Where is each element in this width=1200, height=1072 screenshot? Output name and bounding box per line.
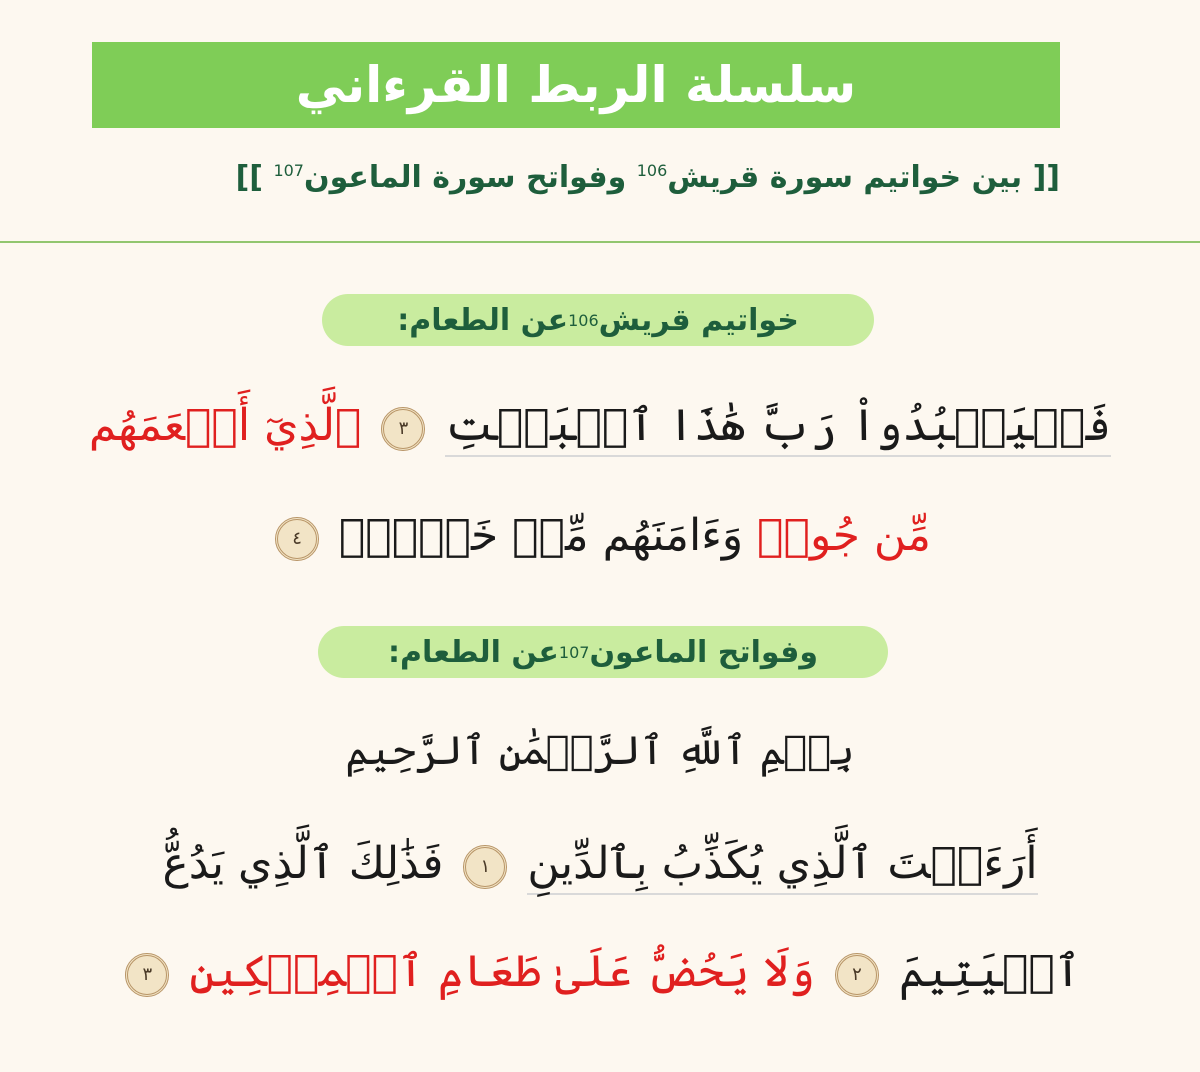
- subtitle-sup-1: 106: [636, 161, 668, 180]
- subtitle-close-bracket: ]]: [235, 160, 274, 195]
- basmala: بِسۡمِ ٱللَّهِ ٱلرَّحۡمَٰنِ ٱلرَّحِيمِ: [345, 728, 855, 774]
- section2-label-text-1: وفواتح الماعون: [589, 634, 818, 670]
- verse-text-highlight: وَلَا يَحُضُّ عَلَىٰ طَعَامِ ٱلۡمِسۡكِينِ: [189, 946, 815, 997]
- title-banner: [92, 42, 1060, 128]
- divider-line: [0, 241, 1200, 243]
- ayah-marker-icon: ٣: [381, 407, 425, 451]
- section-label-quraysh: [322, 294, 874, 346]
- verse-line-quraysh-2: [60, 510, 1140, 561]
- subtitle: [140, 160, 1060, 195]
- section-label-maun: [318, 626, 888, 678]
- verse-line-quraysh-1: [60, 400, 1140, 451]
- section1-label-sup: 106: [568, 310, 599, 330]
- verse-text: ٱلۡيَتِيمَ: [898, 946, 1081, 997]
- ayah-marker-icon: ١: [463, 845, 507, 889]
- page-title: سلسلة الربط القرءاني: [295, 56, 857, 114]
- verse-text-2: فَذَٰلِكَ ٱلَّذِي يَدُعُّ: [162, 838, 444, 889]
- verse-text: أَرَءَيۡتَ ٱلَّذِي يُكَذِّبُ بِٱلدِّينِ: [527, 838, 1037, 895]
- ayah-marker-icon: ٢: [835, 953, 879, 997]
- subtitle-text-2: وفواتح سورة الماعون: [303, 160, 637, 195]
- verse-line-maun-1: [60, 838, 1140, 889]
- verse-text: وَءَامَنَهُم مِّنۡ خَوۡفِۭ: [339, 510, 744, 561]
- subtitle-text-1: بين خواتيم سورة قريش: [667, 160, 1023, 195]
- ayah-marker-icon: ٤: [275, 517, 319, 561]
- section2-label-sup: 107: [558, 642, 590, 662]
- verse-text: فَلۡيَعۡبُدُواْ رَبَّ هَٰذَا ٱلۡبَيۡتِ: [445, 400, 1111, 457]
- ayah-marker-icon: ٣: [125, 953, 169, 997]
- verse-line-maun-2: [60, 946, 1140, 997]
- section1-label-text-2: عن الطعام:: [397, 302, 569, 338]
- section1-label-text-1: خواتيم قريش: [598, 302, 799, 338]
- subtitle-open-bracket: [[: [1022, 160, 1060, 195]
- verse-text-highlight: ٱلَّذِيٓ أَطۡعَمَهُم: [88, 400, 362, 451]
- subtitle-sup-2: 107: [273, 161, 304, 180]
- section2-label-text-2: عن الطعام:: [388, 634, 559, 670]
- verse-text-highlight: مِّن جُوعٖ: [757, 510, 931, 561]
